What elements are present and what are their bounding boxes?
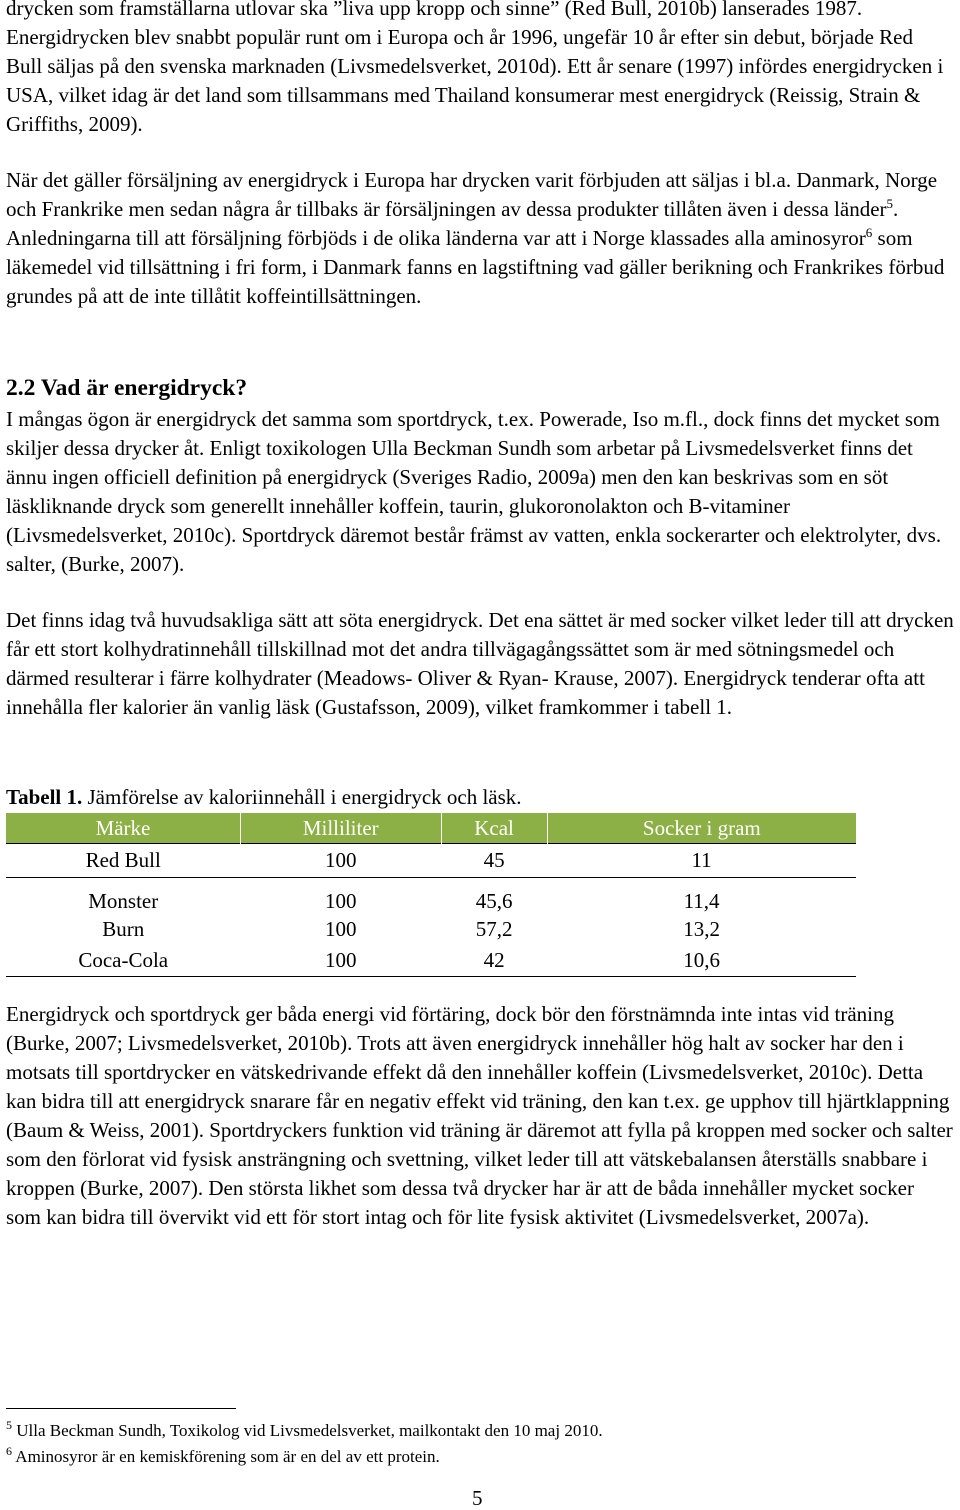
col-header-milliliter: Milliliter (240, 813, 441, 844)
paragraph-sales-europe (6, 166, 954, 311)
footnote-separator (6, 1408, 236, 1409)
table-cell: 45,6 (475, 889, 513, 913)
table-cell: 45 (441, 844, 547, 878)
table-cell: 100 (240, 945, 441, 977)
table-header-row (6, 813, 856, 844)
table-cell: 100 (324, 889, 357, 913)
table-cell: Coca-Cola (6, 945, 240, 977)
table-cell: 100 (324, 917, 357, 941)
table-cell: Monster (88, 889, 159, 913)
col-header-kcal: Kcal (441, 813, 547, 844)
paragraph-definition: I mångas ögon är energidryck det samma som sportdryck, t.ex. Powerade, Iso m.fl., dock finns det mycket som skiljer dessa drycker åt. Enligt toxikologen Ulla Beckman Sundh som arbetar på Livsmedelsverket finns det ännu ingen officiell definition på energidryck (Sveriges Radio, 2009a) men den kan beskrivas som en söt läskliknande dryck som generellt innehåller koffein, taurin, glukoronolakton och B-vitaminer (Livsmedelsverket, 2010c). Sportdryck däremot består främst av vatten, enkla sockerarter och elektrolyter, dvs. salter, (Burke, 2007). (6, 407, 942, 576)
calorie-table (6, 813, 856, 977)
footnote-number: 5 (6, 1418, 12, 1432)
paragraph-red-bull-history: drycken som framställarna utlovar ska ”liva upp kropp och sinne” (Red Bull, 2010b) lanserades 1987. Energidrycken blev snabbt populär runt om i Europa och år 1996, ungefär 10 år efter sin debut, började Red Bull säljas på den svenska marknaden (Livsmedelsverket, 2010d). Ett år senare (1997) infördes energidrycken i USA, vilket idag är det land som tillsammans med Thailand konsumerar mest energidryck (Reissig, Strain & Griffiths, 2009). (6, 0, 944, 136)
paragraph-sales-europe-part1: När det gäller försäljning av energidryck i Europa har drycken varit förbjuden att säljas i bl.a. Danmark, Norge och Frankrike men sedan några år tillbaks är försäljningen av dessa produkter tillåten även i dessa länder (6, 168, 938, 221)
table-cell: 42 (441, 945, 547, 977)
table-cell: 11 (547, 844, 856, 878)
paragraph-energy-vs-sport: Energidryck och sportdryck ger båda energi vid förtäring, dock bör den förstnämnda inte intas vid träning (Burke, 2007; Livsmedelsverket, 2010b). Trots att även energidryck innehåller hög halt av socker har den i motsats till sportdrycker en vätskedrivande effekt då den innehåller koffein (Livsmedelsverket, 2010c). Detta kan bidra till att energidryck snarare får en negativ effekt vid träning, den kan t.ex. ge upphov till hjärtklappning (Baum & Weiss, 2001). Sportdryckers funktion vid träning är däremot att fylla på kroppen med socker och salter som den förlorat vid fysisk ansträngning och svettning, vilket leder till att vätskebalansen återställs snabbare i kroppen (Burke, 2007). Den största likhet som dessa två drycker har är att de båda innehåller mycket socker som kan bidra till övervikt vid ett för stort intag och för lite fysisk aktivitet (Livsmedelsverket, 2007a). (6, 1002, 953, 1229)
footnote-number: 6 (6, 1444, 12, 1458)
footnote-text: Ulla Beckman Sundh, Toxikolog vid Livsmedelsverket, mailkontakt den 10 maj 2010. (12, 1421, 603, 1440)
table-caption-text: Jämförelse av kaloriinnehåll i energidryck och läsk. (82, 785, 522, 809)
page-number: 5 (472, 1486, 483, 1510)
table-row (6, 844, 856, 878)
table-caption (6, 783, 522, 812)
table-row (6, 914, 856, 945)
table-cell: 100 (240, 844, 441, 878)
section-heading: 2.2 Vad är energidryck? (6, 375, 248, 401)
paragraph-sweetening: Det finns idag två huvudsakliga sätt att söta energidryck. Det ena sättet är med socker vilket leder till att drycken får ett stort kolhydratinnehåll tillskillnad mot det andra tillvägagångssättet som är med sötningsmedel och därmed resulterar i färre kolhydrater (Meadows- Oliver & Ryan- Krause, 2007). Energidryck tenderar ofta att innehålla fler kalorier än vanlig läsk (Gustafsson, 2009), vilket framkommer i tabell 1. (6, 608, 954, 719)
footnote-ref-5[interactable]: 5 (886, 196, 894, 211)
table-cell: 11,4 (683, 889, 720, 913)
footnote-6 (6, 1446, 440, 1468)
table-cell: 10,6 (547, 945, 856, 977)
table-row (6, 878, 856, 915)
table-cell: Red Bull (6, 844, 240, 878)
table-caption-label: Tabell 1. (6, 785, 83, 809)
paragraph-sales-europe-part3: som läkemedel vid tillsättning i fri form, i Danmark fanns en lagstiftning vad gäller berikning och Frankrikes förbud grundes på att de inte tillåtit koffeintillsättningen. (6, 226, 945, 308)
footnote-text: Aminosyror är en kemiskförening som är en del av ett protein. (12, 1447, 440, 1466)
table-row (6, 945, 856, 977)
footnote-ref-6[interactable]: 6 (865, 225, 873, 240)
col-header-brand: Märke (6, 813, 240, 844)
table-cell: Burn (102, 917, 145, 941)
table-cell: 13,2 (683, 917, 720, 941)
footnote-5 (6, 1420, 603, 1442)
paragraph-sales-europe-part2: . Anledningarna till att försäljning förbjöds i de olika länderna var att i Norge klassades alla aminosyror (6, 197, 899, 250)
table-cell: 57,2 (475, 917, 513, 941)
col-header-sugar: Socker i gram (547, 813, 856, 844)
